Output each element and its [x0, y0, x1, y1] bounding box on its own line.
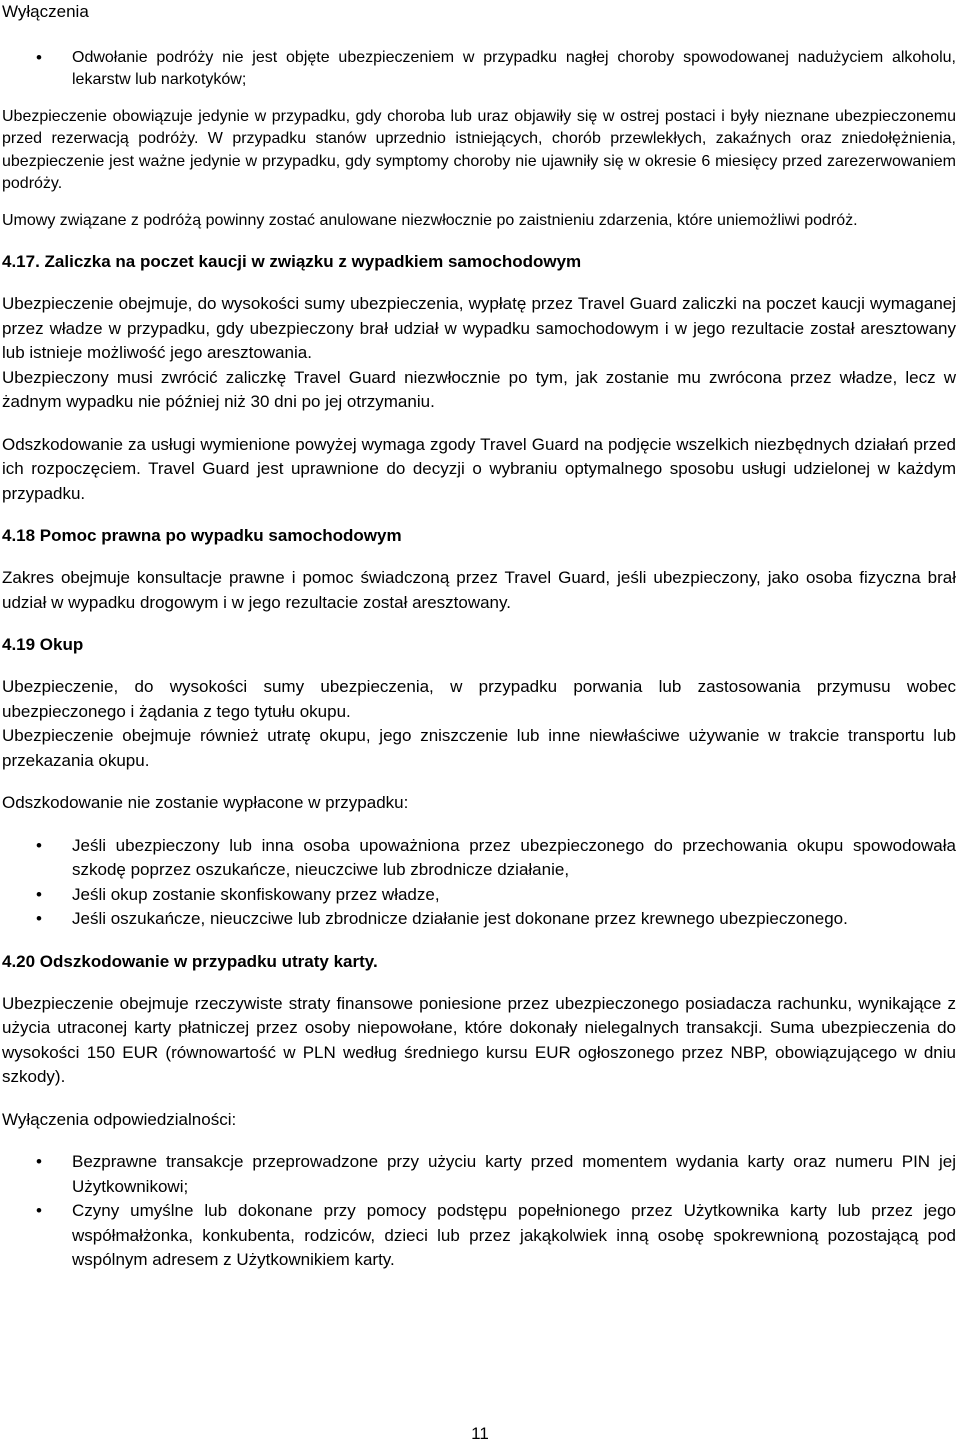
list-item-text: Jeśli oszukańcze, nieuczciwe lub zbrodnicze działanie jest dokonane przez krewnego ubezpieczonego.	[72, 909, 848, 928]
list-item-text: Czyny umyślne lub dokonane przy pomocy podstępu popełnionego przez Użytkownika karty lub przez jego współmałżonka, konkubenta, rodziców, dzieci lub przez jakąkolwiek inną osobę spokrewnioną pozostającą pod wspólnym adresem z Użytkownikiem karty.	[72, 1201, 956, 1269]
exclusions-list	[2, 47, 956, 92]
list-item	[2, 1199, 956, 1273]
bullet-icon: •	[36, 1201, 42, 1220]
section-heading: 4.17. Zaliczka na poczet kaucji w związku z wypadkiem samochodowym	[2, 252, 582, 271]
paragraph: Zakres obejmuje konsultacje prawne i pomoc świadczoną przez Travel Guard, jeśli ubezpieczony, jako osoba fizyczna brał udział w wypadku drogowym i w jego rezultacie został aresztowany.	[2, 568, 956, 612]
list-item-text: Odwołanie podróży nie jest objęte ubezpieczeniem w przypadku nagłej choroby spowodowanej nadużyciem alkoholu, lekarstw lub narkotyków;	[72, 48, 956, 88]
exclusions-heading: Wyłączenia	[2, 2, 89, 21]
paragraph: Odszkodowanie za usługi wymienione powyżej wymaga zgody Travel Guard na podjęcie wszelkich niezbędnych działań przed ich rozpoczęciem. Travel Guard jest uprawnione do decyzji o wybraniu optymalnego sposobu usługi udzielonej w każdym przypadku.	[2, 434, 956, 503]
bullet-icon: •	[36, 1152, 42, 1171]
bullet-icon: •	[36, 909, 42, 928]
list-item-text: Jeśli okup zostanie skonfiskowany przez władze,	[72, 884, 440, 904]
paragraph: Ubezpieczenie obejmuje rzeczywiste straty finansowe poniesione przez ubezpieczonego posiadacza rachunku, wynikające z użycia utraconej karty płatniczej przez osoby niepowołane, które dokonały nielegalnych transakcji. Suma ubezpieczenia do wysokości 150 EUR (równowartość w PLN według średniego kursu EUR ogłoszonego przez NBP, obowiązującego w dniu szkody).	[2, 993, 956, 1086]
bullet-icon: •	[36, 47, 42, 67]
list-item-text: Jeśli ubezpieczony lub inna osoba upoważniona przez ubezpieczonego do przechowania okupu spowodowała szkodę poprzez oszukańcze, nieuczciwe lub zbrodnicze działanie,	[72, 835, 956, 879]
paragraph: Ubezpieczenie obejmuje również utratę okupu, jego zniszczenie lub inne niewłaściwe używanie w trakcie transportu lub przekazania okupu.	[2, 726, 956, 770]
list-item	[2, 834, 956, 883]
paragraph: Ubezpieczony musi zwrócić zaliczkę Travel Guard niezwłocznie po tym, jak zostanie mu zwrócona przez władze, lecz w żadnym wypadku nie później niż 30 dni po jej otrzymaniu.	[2, 367, 956, 411]
bullet-icon: •	[36, 835, 42, 855]
paragraph: Ubezpieczenie, do wysokości sumy ubezpieczenia, w przypadku porwania lub zastosowania przymusu wobec ubezpieczonego i żądania z tego tytułu okupu.	[2, 677, 956, 721]
paragraph: Wyłączenia odpowiedzialności:	[2, 1109, 237, 1129]
ransom-exclusions-list	[2, 834, 956, 932]
list-item	[2, 1150, 956, 1199]
section-heading: 4.20 Odszkodowanie w przypadku utraty karty.	[2, 951, 378, 971]
list-item-text: Bezprawne transakcje przeprowadzone przy użyciu karty przed momentem wydania karty oraz numeru PIN jej Użytkownikowi;	[72, 1152, 956, 1196]
list-item	[2, 47, 956, 92]
paragraph: Ubezpieczenie obowiązuje jedynie w przypadku, gdy choroba lub uraz objawiły się w ostrej postaci i były nieznane ubezpieczonemu przed rezerwacją podróży. W przypadku stanów uprzednio istniejących, chorób przewlekłych, zakaźnych oraz zniedołężnienia, ubezpieczenie jest ważne jedynie w przypadku, gdy symptomy choroby nie ujawniły się w okresie 6 miesięcy przed zarezerwowaniem podróży.	[2, 107, 956, 192]
page-number: 11	[471, 1424, 489, 1443]
card-exclusions-list	[2, 1150, 956, 1273]
bullet-icon: •	[36, 884, 42, 904]
section-heading: 4.19 Okup	[2, 635, 84, 654]
paragraph: Umowy związane z podróżą powinny zostać anulowane niezwłocznie po zaistnieniu zdarzenia, które uniemożliwi podróż.	[2, 211, 858, 229]
document-page	[2, 0, 956, 1273]
paragraph: Ubezpieczenie obejmuje, do wysokości sumy ubezpieczenia, wypłatę przez Travel Guard zaliczki na poczet kaucji wymaganej przez władze w przypadku, gdy ubezpieczony brał udział w wypadku samochodowym i w jego rezultacie został aresztowany lub istnieje możliwość jego aresztowania.	[2, 294, 956, 362]
list-item	[2, 907, 956, 932]
paragraph: Odszkodowanie nie zostanie wypłacone w przypadku:	[2, 793, 409, 812]
section-heading: 4.18 Pomoc prawna po wypadku samochodowym	[2, 526, 402, 545]
list-item	[2, 883, 956, 908]
